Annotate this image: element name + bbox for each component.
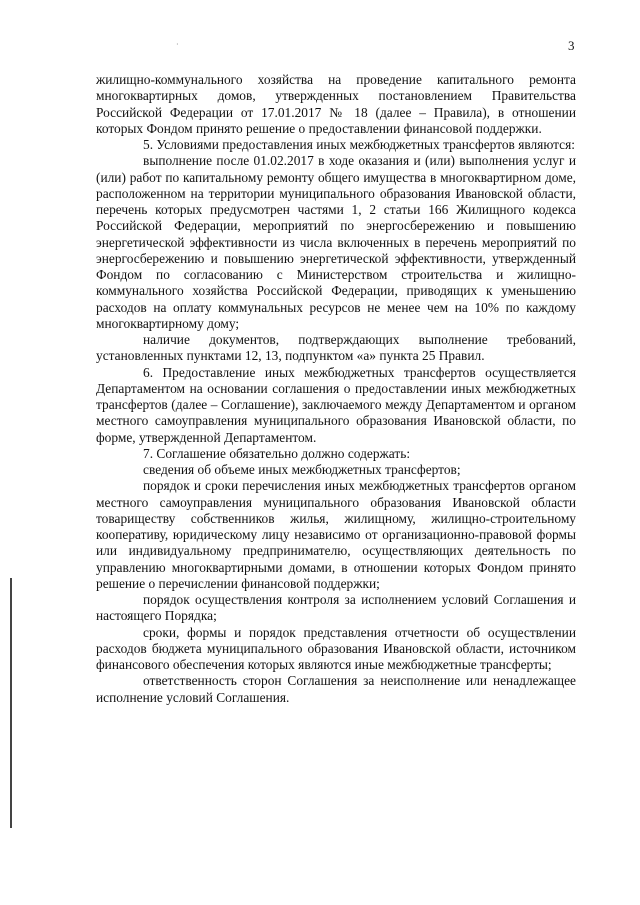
paragraph: наличие документов, подтверждающих выполнение требований, установленных пунктами 12, 13, подпунктом «а» пункта 25 Правил. [96,332,576,364]
paragraph: сроки, формы и порядок представления отчетности об осуществлении расходов бюджета муниципального образования Ивановской области, источником финансового обеспечения которых являются иные межбюджетные трансферты; [96,624,576,672]
scan-edge-line [10,578,12,828]
page-number: 3 [568,38,575,53]
paragraph: жилищно-коммунального хозяйства на проведение капитального ремонта многоквартирных домов, утвержденных постановлением Правительства Российской Федерации от 17.01.2017 № 18 (далее – Правила), в отношении которых Фондом принято решение о предоставлении финансовой поддержки. [96,72,576,136]
scan-mark: · [176,40,179,49]
paragraph: ответственность сторон Соглашения за неисполнение или ненадлежащее исполнение условий Соглашения. [96,673,576,705]
document-body [96,72,576,706]
paragraph: 6. Предоставление иных межбюджетных трансфертов осуществляется Департаментом на основании соглашения о предоставлении иных межбюджетных трансфертов (далее – Соглашение), заключаемого между Департаментом и органом местного самоуправления муниципального образования Ивановской области, по форме, утвержденной Департаментом. [96,364,576,445]
paragraph: 5. Условиями предоставления иных межбюджетных трансфертов являются: [143,137,576,152]
paragraph: сведения об объеме иных межбюджетных трансфертов; [143,462,461,477]
paragraph: выполнение после 01.02.2017 в ходе оказания и (или) выполнения услуг и (или) работ по капитальному ремонту общего имущества в многоквартирном доме, расположенном на территории муниципального образования Ивановской области, перечень которых предусмотрен частями 1, 2 статьи 166 Жилищного кодекса Российской Федерации, мероприятий по энергосбережению и повышению энергетической эффективности из числа включенных в перечень мероприятий по энергосбережению и повышению энергетической эффективности, утвержденный Фондом по согласованию с Министерством строительства и жилищно-коммунального хозяйства Российской Федерации, приводящих к уменьшению расходов на оплату коммунальных ресурсов не менее чем на 10% по каждому многоквартирному дому; [96,153,576,331]
paragraph: порядок осуществления контроля за исполнением условий Соглашения и настоящего Порядка; [96,592,576,624]
paragraph: порядок и сроки перечисления иных межбюджетных трансфертов органом местного самоуправления муниципального образования Ивановской области товариществу собственников жилья, жилищному, жилищно-строительному кооперативу, юридическому лицу независимо от организационно-правовой формы или индивидуальному предпринимателю, осуществляющих деятельность по управлению многоквартирными домами, в отношении которых Фондом принято решение о перечислении финансовой поддержки; [96,478,576,591]
paragraph: 7. Соглашение обязательно должно содержать: [143,445,411,461]
